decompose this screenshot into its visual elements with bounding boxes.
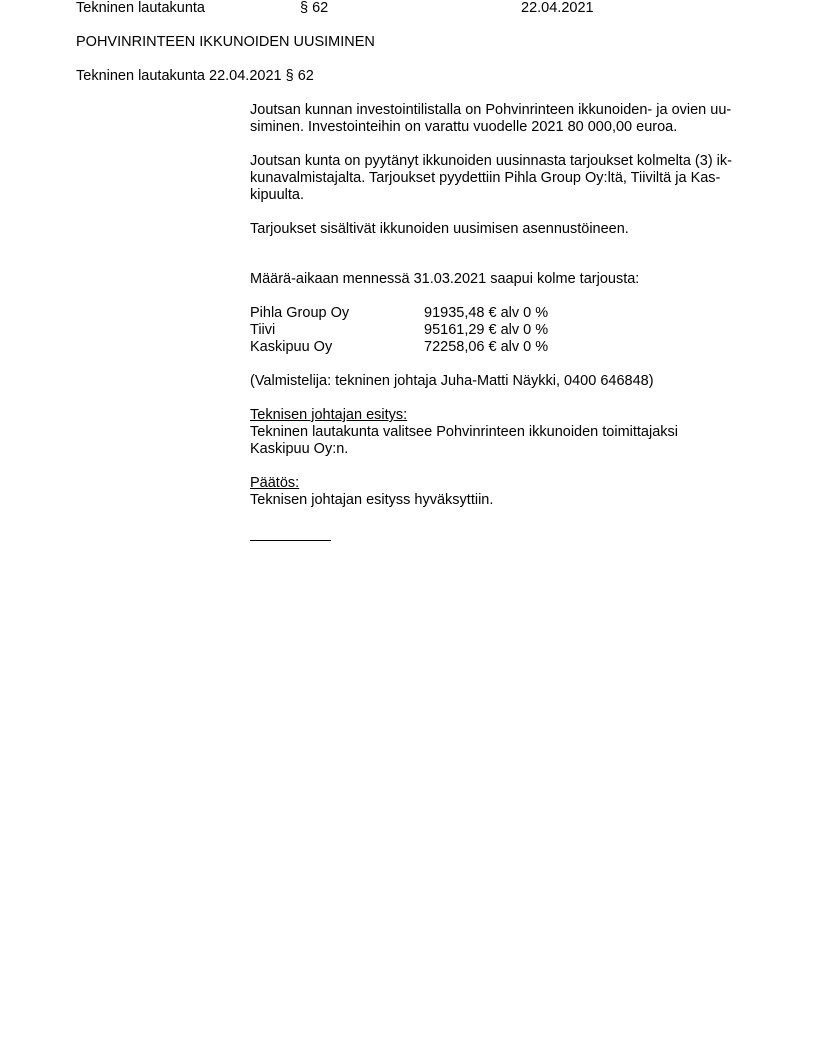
closing-rule xyxy=(250,540,331,541)
offer-name: Pihla Group Oy xyxy=(250,305,350,321)
paragraph-scope: Tarjoukset sisältivät ikkunoiden uusimisen asennustöineen. xyxy=(250,221,629,237)
header-section: § 62 xyxy=(300,0,329,16)
proposal-line: Kaskipuu Oy:n. xyxy=(250,441,349,457)
proposal-section xyxy=(250,407,742,458)
document-title: POHVINRINTEEN IKKUNOIDEN UUSIMINEN xyxy=(76,34,375,50)
offer-amount: 91935,48 € alv 0 % xyxy=(424,305,549,321)
offer-row xyxy=(250,305,742,322)
paragraph-deadline: Määrä-aikaan mennessä 31.03.2021 saapui kolme tarjousta: xyxy=(250,271,640,287)
decision-section xyxy=(250,475,742,509)
offer-row xyxy=(250,322,742,339)
paragraph-quotes-requested xyxy=(250,153,742,204)
offer-row xyxy=(250,339,742,356)
paragraph-line: kunavalmistajalta. Tarjoukset pyydettiin Pihla Group Oy:ltä, Tiiviltä ja Kas- xyxy=(250,170,721,186)
offers-list xyxy=(250,305,742,356)
meeting-reference: Tekninen lautakunta 22.04.2021 § 62 xyxy=(76,68,314,84)
proposal-line: Tekninen lautakunta valitsee Pohvinrinteen ikkunoiden toimittajaksi xyxy=(250,424,679,440)
paragraph-line: Joutsan kunnan investointilistalla on Pohvinrinteen ikkunoiden- ja ovien uu- xyxy=(250,102,732,118)
preparer-note: (Valmistelija: tekninen johtaja Juha-Matti Näykki, 0400 646848) xyxy=(250,373,654,389)
proposal-heading: Teknisen johtajan esitys: xyxy=(250,407,408,423)
offer-name: Tiivi xyxy=(250,322,276,338)
decision-text: Teknisen johtajan esityss hyväksyttiin. xyxy=(250,492,494,508)
decision-heading: Päätös: xyxy=(250,475,300,491)
offer-amount: 72258,06 € alv 0 % xyxy=(424,339,549,355)
paragraph-investment xyxy=(250,102,742,136)
offer-amount: 95161,29 € alv 0 % xyxy=(424,322,549,338)
paragraph-line: siminen. Investointeihin on varattu vuodelle 2021 80 000,00 euroa. xyxy=(250,119,678,135)
header-date: 22.04.2021 xyxy=(521,0,594,16)
paragraph-line: kipuulta. xyxy=(250,187,305,203)
header-board: Tekninen lautakunta xyxy=(76,0,205,16)
offer-name: Kaskipuu Oy xyxy=(250,339,333,355)
paragraph-line: Joutsan kunta on pyytänyt ikkunoiden uusinnasta tarjoukset kolmelta (3) ik- xyxy=(250,153,732,169)
